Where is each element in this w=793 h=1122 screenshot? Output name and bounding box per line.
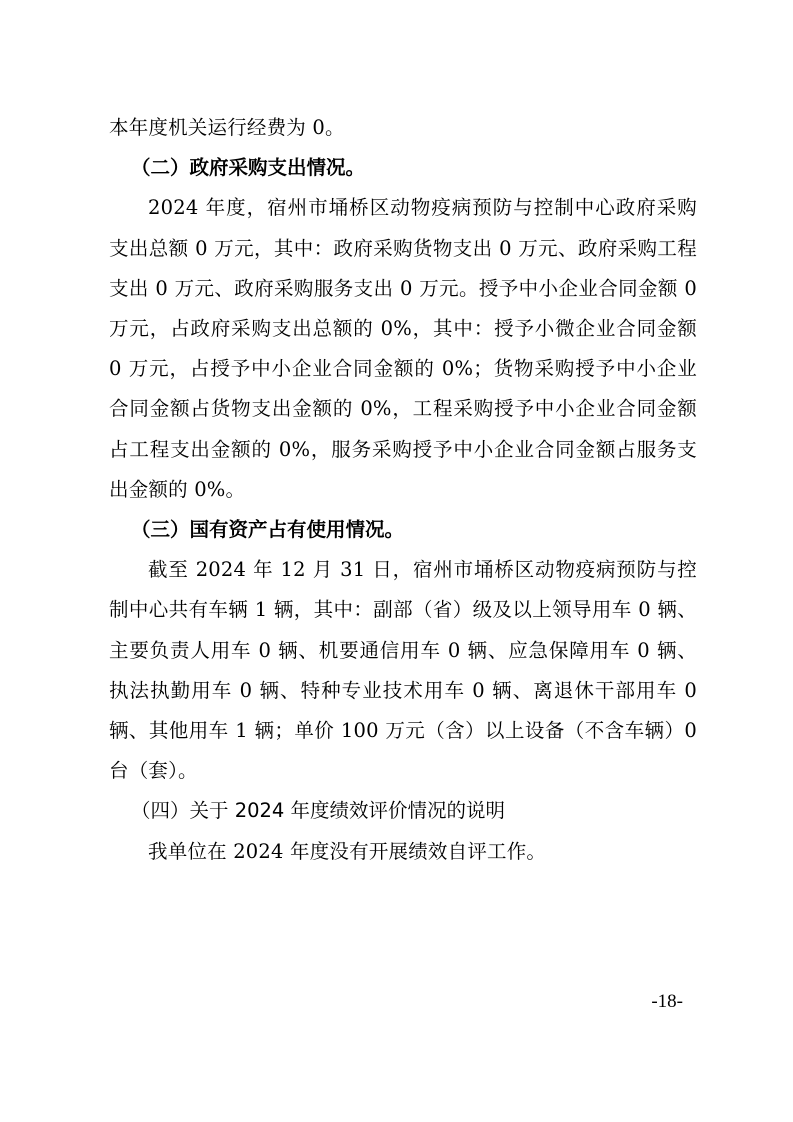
page-number: -18-: [651, 991, 683, 1012]
section-heading-government-procurement: （二）政府采购支出情况。: [131, 156, 366, 180]
paragraph-performance-evaluation: 我单位在 2024 年度没有开展绩效自评工作。: [148, 839, 547, 863]
document-body: [109, 108, 697, 872]
paragraph-government-procurement: 2024 年度，宿州市埇桥区动物疫病预防与控制中心政府采购支出总额 0 万元，其中：政府采购货物支出 0 万元、政府采购工程支出 0 万元、政府采购服务支出 0 万元。授予中小企业合同金额 0 万元，占政府采购支出总额的 0%，其中：授予小微企业合同金额 0 万元，占授予中小企业合同金额的 0%；货物采购授予中小企业合同金额占货物支出金额的 0%，工程采购授予中小企业合同金额占工程支出金额的 0%，服务采购授予中小企业合同金额占服务支出金额的 0%。: [109, 196, 697, 501]
section-heading-performance-evaluation: （四）关于 2024 年度绩效评价情况的说明: [131, 799, 506, 823]
paragraph-state-assets: 截至 2024 年 12 月 31 日，宿州市埇桥区动物疫病预防与控制中心共有车辆 1 辆，其中：副部（省）级及以上领导用车 0 辆、主要负责人用车 0 辆、机要通信用车 0 辆、应急保障用车 0 辆、执法执勤用车 0 辆、特种专业技术用车 0 辆、离退休干部用车 0 辆、其他用车 1 辆；单价 100 万元（含）以上设备（不含车辆）0 台（套）。: [109, 558, 697, 783]
section-heading-state-assets: （三）国有资产占有使用情况。: [131, 518, 405, 542]
intro-line: 本年度机关运行经费为 0。: [109, 116, 345, 139]
